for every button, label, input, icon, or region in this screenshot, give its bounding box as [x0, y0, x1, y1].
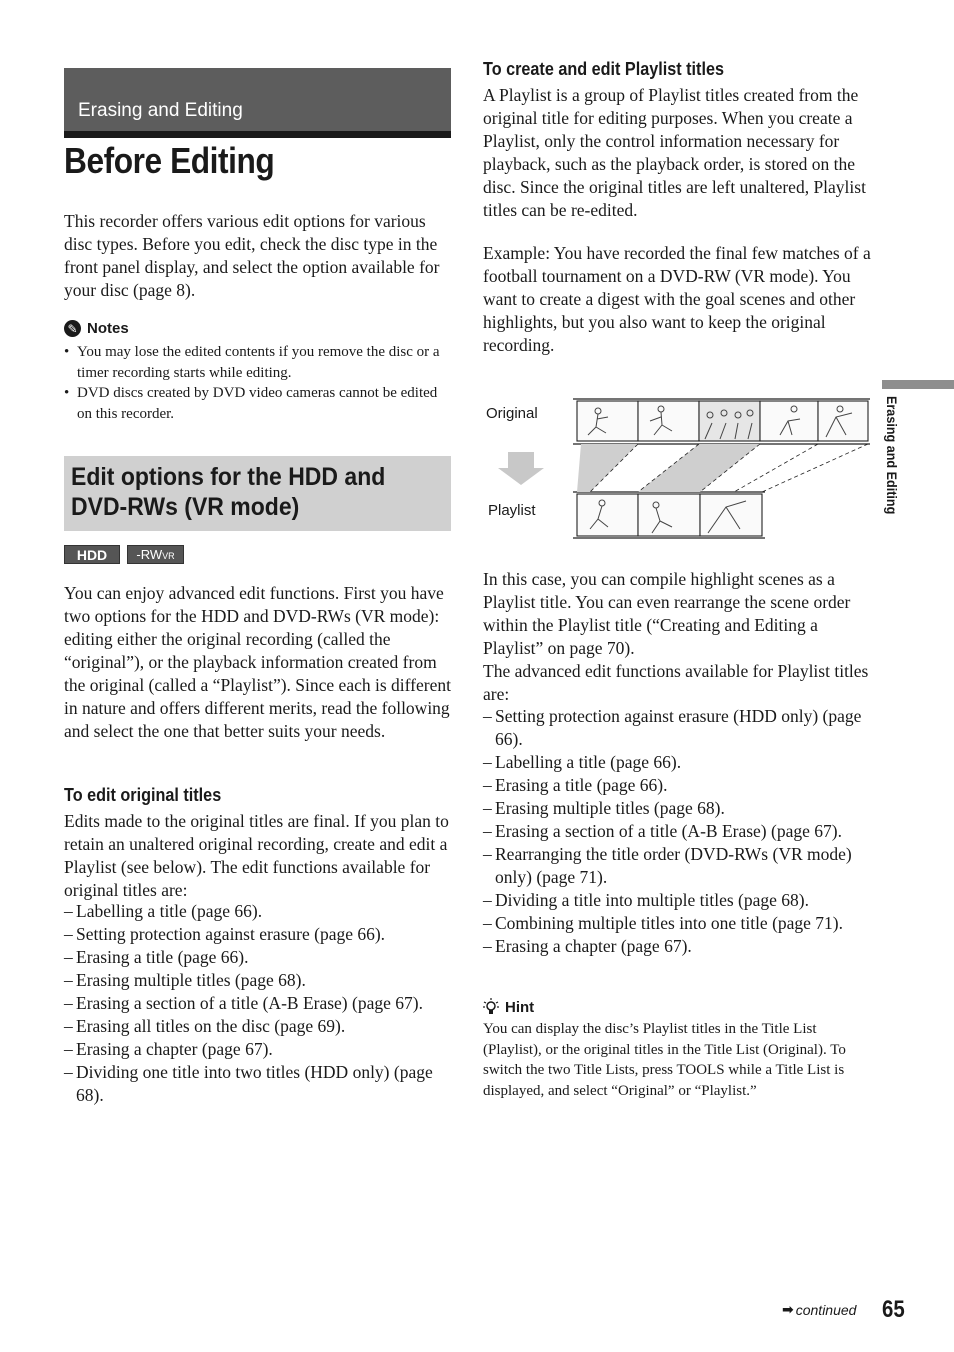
edit-options-heading: Edit options for the HDD and DVD-RWs (VR mode): [71, 463, 386, 521]
list-item: – Erasing a section of a title (A-B Erase) (page 67).: [483, 820, 875, 843]
rw-vr-badge: [127, 545, 184, 564]
original-playlist-diagram: [480, 395, 880, 545]
advanced-edit-paragraph: You can enjoy advanced edit functions. First you have two options for the HDD and DVD-RWs (VR mode): editing either the original recording (called the “original”), or the playback information created from the original (called a “Playlist”). Since each is different in nature and offers different merits, read the following and select the one that better suits your needs.: [64, 583, 451, 741]
intro-paragraph: This recorder offers various edit options for various disc types. Before you edit, check the disc type in the front panel display, and select the option available for your disc (page 8).: [64, 211, 440, 300]
edit-original-paragraph: Edits made to the original titles are final. If you plan to retain an unaltered original recording, create and edit a Playlist (see below). The edit functions available for original titles are:: [64, 811, 449, 900]
playlist-frames: [577, 494, 762, 536]
side-tab: [880, 396, 908, 546]
list-item: – Erasing multiple titles (page 68).: [64, 969, 456, 992]
list-item: – Combining multiple titles into one title (page 71).: [483, 912, 875, 935]
note-icon: ✎: [64, 320, 81, 337]
continued-indicator: [782, 1301, 856, 1318]
playlist-heading: To create and edit Playlist titles: [483, 59, 724, 79]
note-item: • You may lose the edited contents if you remove the disc or a timer recording starts while editing.: [64, 342, 454, 383]
hint-paragraph: You can display the disc’s Playlist titles in the Title List (Playlist), or the original titles in the Title List (Original). To switch the two Title Lists, press TOOLS while a Title List is displayed, and select “Original” or “Playlist.”: [483, 1021, 846, 1099]
original-functions-list: [64, 900, 456, 1107]
list-item: – Dividing a title into multiple titles (page 68).: [483, 889, 875, 912]
rw-badge-sub: VR: [162, 551, 175, 561]
shaded-link: [577, 444, 638, 492]
lightbulb-icon: [483, 998, 499, 1016]
list-item: – Erasing a chapter (page 67).: [483, 935, 875, 958]
down-arrow-icon: [498, 452, 544, 485]
side-tab-bar: [882, 380, 954, 389]
note-item: • DVD discs created by DVD video cameras cannot be edited on this recorder.: [64, 383, 454, 424]
arrow-right-icon: ➡: [782, 1301, 794, 1317]
hdd-badge: HDD: [64, 545, 120, 564]
continued-label: continued: [795, 1301, 857, 1318]
list-item: – Erasing a title (page 66).: [483, 774, 875, 797]
diagram-label-playlist: Playlist: [488, 502, 536, 519]
hint-heading-label: Hint: [505, 998, 535, 1016]
page-title: Before Editing: [64, 140, 275, 181]
list-item: – Dividing one title into two titles (HDD only) (page 68).: [64, 1061, 456, 1107]
side-tab-label: Erasing and Editing: [884, 396, 900, 515]
banner-rule: [64, 131, 451, 138]
list-item: – Labelling a title (page 66).: [64, 900, 456, 923]
shaded-link: [638, 444, 760, 492]
playlist-paragraph: A Playlist is a group of Playlist titles created from the original title for editing purposes. When you create a Playlist, only the control information necessary for playback, such as the playback order, is stored on the disc. Since the original titles are left unaltered, Playlist titles can be re-edited.: [483, 85, 866, 220]
section-banner: [64, 68, 451, 131]
list-item: – Erasing a chapter (page 67).: [64, 1038, 456, 1061]
edit-options-heading-box: [64, 456, 451, 531]
list-item: – Rearranging the title order (DVD-RWs (VR mode) only) (page 71).: [483, 843, 875, 889]
hint-heading: [483, 998, 534, 1016]
notes-heading: [64, 320, 129, 337]
section-banner-label: Erasing and Editing: [78, 100, 243, 121]
list-item: – Setting protection against erasure (HDD only) (page 66).: [483, 705, 875, 751]
example-paragraph: Example: You have recorded the final few matches of a football tournament on a DVD-RW (VR mode). You want to create a digest with the goal scenes and other highlights, but you also want to keep the original recording.: [483, 243, 871, 355]
list-item: – Erasing a title (page 66).: [64, 946, 456, 969]
original-frames: [577, 401, 868, 441]
page-number: 65: [882, 1296, 905, 1323]
compile-paragraph: In this case, you can compile highlight scenes as a Playlist title. You can even rearrange the scene order within the Playlist title (“Creating and Editing a Playlist” on page 70). The advanced edit functions available for Playlist titles are:: [483, 569, 869, 704]
list-item: – Erasing all titles on the disc (page 69).: [64, 1015, 456, 1038]
edit-original-heading: To edit original titles: [64, 785, 222, 805]
list-item: – Labelling a title (page 66).: [483, 751, 875, 774]
list-item: – Erasing multiple titles (page 68).: [483, 797, 875, 820]
rw-badge-label: -RW: [136, 547, 163, 562]
playlist-functions-list: [483, 705, 875, 958]
diagram-label-original: Original: [486, 405, 538, 422]
notes-list: [64, 342, 454, 424]
list-item: – Setting protection against erasure (page 66).: [64, 923, 456, 946]
notes-heading-label: Notes: [87, 320, 129, 337]
list-item: – Erasing a section of a title (A-B Erase) (page 67).: [64, 992, 456, 1015]
